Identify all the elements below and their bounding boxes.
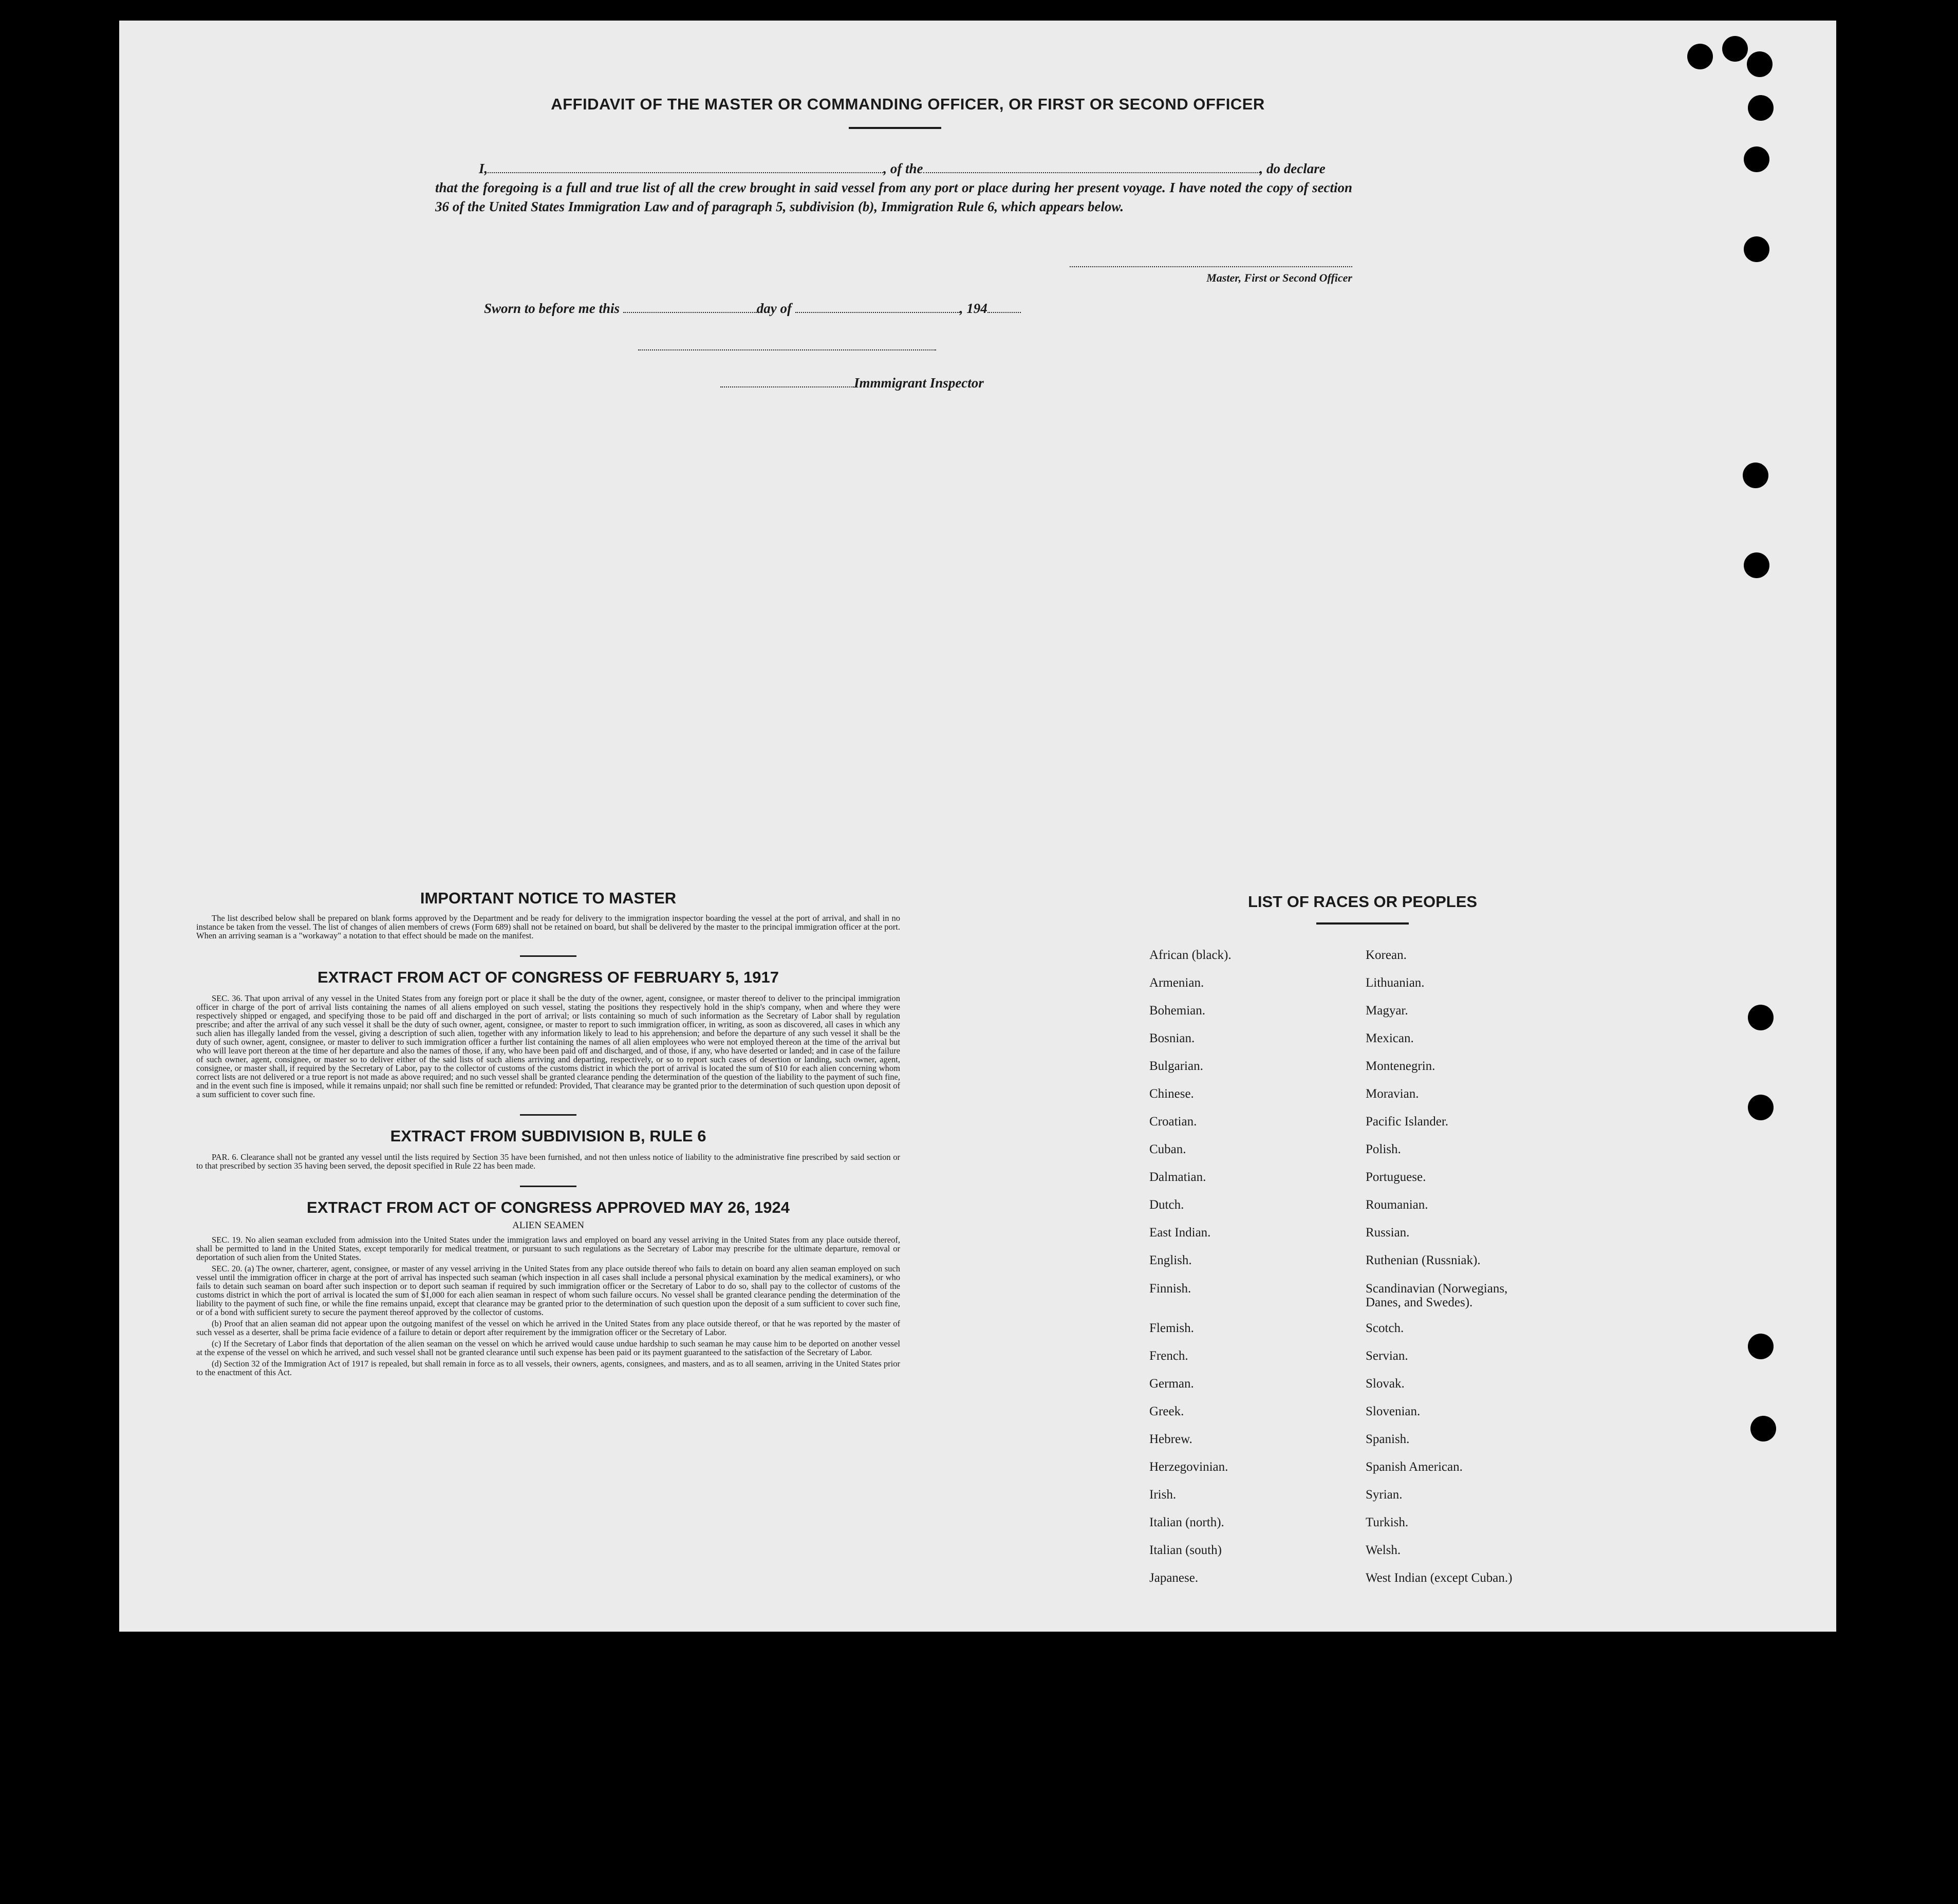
race-item: Armenian. [1149,976,1204,990]
race-item: Chinese. [1149,1087,1194,1101]
race-item: Bosnian. [1149,1031,1195,1045]
extract-1917-text: SEC. 36. That upon arrival of any vessel in the United States from any foreign port or place it shall be the duty of the owner, agent, consignee, or master thereof to deliver to the principal immigration officer in charge of the port of arrival lists containing the names of all aliens employed on such vessel, stating the positions they respectively hold in the ship's company, when and where they were respectively shipped or engaged, and specifying those to be paid off and discharged in the port of arrival; or lists containing so much of such information as the Secretary of Labor shall by regulation prescribe; and after the arrival of any such vessel it shall be the duty of such owner, agent, consignee, or master to report to such immigration officer, in writing, as soon as discovered, all cases in which any such alien has illegally landed from the vessel, giving a description of such alien, together with any information likely to lead to his apprehension; and before the departure of any such vessel it shall be the duty of such owner, agent, consignee, or master to deliver to such immigration officer a further list containing the names of all alien employees who were not employed thereon at the time of the arrival but who will leave port thereon at the time of her departure and also the names of those, if any, who have been paid off and discharged, and of those, if any, who have deserted or landed; and in case of the failure of such owner, agent, consignee, or master so to deliver either of the said lists of such aliens arriving and departing, respectively, or so to report such cases of desertion or landing, such owner, agent, consignee, or master shall, if required by the Secretary of Labor, pay to the collector of customs of the customs district in which the port of arrival is located the sum of $10 for each alien concerning whom correct lists are not delivered or a true report is not made as above required; and no such vessel shall be granted clearance pending the determination of the question of the liability to the payment of such fine, and in the event such fine is imposed, while it remains unpaid; nor shall such fine be remitted or refunded: Provided, That clearance may be granted prior to the determination of such question upon deposit of a sum sufficient to cover such fine. [196,993,900,1099]
name-field[interactable] [488,172,883,173]
race-item: Bulgarian. [1149,1059,1203,1073]
race-item: Croatian. [1149,1115,1197,1129]
race-item: Magyar. [1366,1004,1408,1018]
race-item: Ruthenian (Russniak). [1366,1253,1481,1267]
i-label: I, [479,161,488,176]
binder-hole [1722,36,1748,62]
binder-hole [1748,1095,1774,1120]
race-item: Hebrew. [1149,1432,1192,1446]
binder-hole [1687,44,1713,69]
month-field[interactable] [795,312,960,313]
race-item: Mexican. [1366,1031,1414,1045]
race-item: Portuguese. [1366,1170,1426,1184]
race-item: Montenegrin. [1366,1059,1435,1073]
signature-label: Master, First or Second Officer [1206,271,1352,284]
binder-hole [1750,1416,1776,1441]
race-item: Polish. [1366,1142,1401,1156]
race-item: Turkish. [1366,1515,1409,1529]
divider [849,127,941,129]
race-item: Servian. [1366,1349,1408,1363]
sworn-prefix: Sworn to before me this [484,301,620,316]
race-item: Dalmatian. [1149,1170,1206,1184]
extract-1924-paragraph: (d) Section 32 of the Immigration Act of 1917 is repealed, but shall remain in force as to all vessels, their owners, agents, consignees, and masters, and as to all seamen, arriving in the United States prior to the enactment of this Act. [196,1359,900,1377]
races-column-2 [1366,941,1581,1592]
notices-column [196,889,900,1377]
binder-hole [1748,95,1774,121]
extract-1924-paragraph: SEC. 19. No alien seaman excluded from admission into the United States under the immigration laws and employed on board any vessel arriving in the United States from any place outside thereof, shall be permitted to land in the United States, except temporarily for medical treatment, or pursuant to such regulations as the Secretary of Labor may prescribe for the ultimate departure, removal or deportation of such alien from the United States. [196,1235,900,1262]
race-item: Scotch. [1366,1321,1404,1335]
race-item: African (black). [1149,948,1232,962]
signature-field[interactable] [1070,266,1352,267]
divider [520,955,576,957]
race-item: East Indian. [1149,1226,1211,1240]
binder-hole [1748,1334,1774,1359]
race-item: Herzegovinian. [1149,1460,1228,1474]
race-item: Dutch. [1149,1198,1184,1212]
race-item: Syrian. [1366,1488,1403,1502]
declaration-first-line [435,159,1352,178]
race-item: Lithuanian. [1366,976,1425,990]
notice-title: IMPORTANT NOTICE TO MASTER [420,889,677,907]
race-item: English. [1149,1253,1192,1267]
affidavit-title: AFFIDAVIT OF THE MASTER OR COMMANDING OFFICER, OR FIRST OR SECOND OFFICER [551,95,1265,113]
race-item: Russian. [1366,1226,1410,1240]
race-item: Italian (south) [1149,1543,1222,1557]
race-item: West Indian (except Cuban.) [1366,1571,1513,1585]
extract-1917-title: EXTRACT FROM ACT OF CONGRESS OF FEBRUARY 5, 1917 [318,968,779,986]
binder-hole [1744,236,1769,262]
binder-hole [1747,51,1773,77]
race-item: Irish. [1149,1488,1177,1502]
year-label: , 194 [959,301,987,316]
day-field[interactable] [623,312,757,313]
inspector-name-field[interactable] [720,386,854,387]
year-field[interactable] [987,312,1021,313]
race-item: Korean. [1366,948,1407,962]
race-item: Cuban. [1149,1142,1186,1156]
inspector-signature-field[interactable] [638,349,936,350]
affidavit-declaration [435,159,1352,216]
extract-1924-paragraph: (b) Proof that an alien seaman did not appear upon the outgoing manifest of the vessel on which he arrived in the United States from any place outside thereof, or that he was reported by the master of such vessel as a deserter, shall be prima facie evidence of a failure to detain or deport after requirement by the immigration officer or the Secretary of Labor. [196,1319,900,1337]
race-item: Slovenian. [1366,1404,1421,1418]
race-item: Slovak. [1366,1377,1405,1391]
race-item: Flemish. [1149,1321,1194,1335]
extract-rule6-text: PAR. 6. Clearance shall not be granted any vessel until the lists required by Section 35 have been furnished, and not then unless notice of liability to the administrative fine prescribed by said section or to that prescribed by section 35 having been served, the deposit specified in Rule 22 has been made. [196,1152,900,1171]
race-item: Scandinavian (Norwegians, Danes, and Swedes). [1366,1282,1508,1309]
races-column-1 [1149,941,1345,1592]
race-item: Spanish American. [1366,1460,1463,1474]
notice-text: The list described below shall be prepared on blank forms approved by the Department and be ready for delivery to the immigration inspector boarding the vessel at the port of arrival, and shall in no instance be taken from the vessel. The list of changes of alien members of crews (Form 689) shall not be retained on board, but shall be delivered by the master to the principal immigration officer at the port. When an arriving seaman is a "workaway" a notation to that effect should be made on the manifest. [196,913,900,940]
race-item: Roumanian. [1366,1198,1428,1212]
race-item: Japanese. [1149,1571,1199,1585]
extract-rule6-title: EXTRACT FROM SUBDIVISION B, RULE 6 [390,1127,706,1145]
of-the-label: , of the [883,161,923,176]
race-item: German. [1149,1377,1194,1391]
day-of-label: day of [756,301,792,316]
race-item: Moravian. [1366,1087,1419,1101]
binder-hole [1744,552,1769,578]
race-item: Italian (north). [1149,1515,1224,1529]
race-item: Bohemian. [1149,1004,1206,1018]
inspector-label: Immmigrant Inspector [854,375,984,391]
divider [1316,922,1409,925]
race-item: French. [1149,1349,1188,1363]
race-item: Pacific Islander. [1366,1115,1449,1129]
inspector-line [720,375,984,391]
vessel-field[interactable] [923,172,1260,173]
extract-1924-paragraph: SEC. 20. (a) The owner, charterer, agent, consignee, or master of any vessel arriving in the United States from any place outside thereof who fails to detain on board any alien seaman employed on such vessel until the immigration officer in charge at the port of arrival has inspected such seaman (which inspection in all cases shall include a personal physical examination by the medical examiners), or who fails to detain such seaman on board after such inspection or to deport such seaman if required by such immigration officer or the Secretary of Labor to do so, shall pay to the collector of customs of the customs district in which the port of arrival is located the sum of $1,000 for each alien seaman in respect of whom such failure occurs. No vessel shall be granted clearance pending the determination of the liability to the payment of such fine, or while the fine remains unpaid, except that clearance may be granted prior to the determination of such question upon the deposit of a sum sufficient to cover such fine, or of a bond with sufficient surety to secure the payment thereof approved by the collector of customs. [196,1264,900,1317]
binder-hole [1748,1005,1774,1030]
form-page [119,21,1836,1632]
divider [520,1114,576,1116]
race-item: Finnish. [1149,1282,1191,1296]
declaration-text: that the foregoing is a full and true list of all the crew brought in said vessel from any port or place during her present voyage. I have noted the copy of section 36 of the United States Immigration Law and of paragraph 5, subdivision (b), Immigration Rule 6, which appears below. [435,180,1352,214]
race-item: Welsh. [1366,1543,1401,1557]
binder-hole [1744,146,1769,172]
race-item: Spanish. [1366,1432,1410,1446]
divider [520,1186,576,1187]
extract-1924-subtitle: ALIEN SEAMEN [512,1220,584,1231]
do-declare-label: , do declare [1259,161,1326,176]
race-item: Greek. [1149,1404,1184,1418]
sworn-line [484,301,1021,317]
extract-1924-paragraph: (c) If the Secretary of Labor finds that deportation of the alien seaman on the vessel on which he arrived would cause undue hardship to such seaman he may cause him to be deported on another vessel at the expense of the vessel on which he arrived, and such vessel shall not be granted clearance until such expense has been paid or its payment guaranteed to the satisfaction of the Secretary of Labor. [196,1339,900,1357]
extract-1924-title: EXTRACT FROM ACT OF CONGRESS APPROVED MAY 26, 1924 [307,1198,790,1216]
binder-hole [1743,463,1768,488]
races-title: LIST OF RACES OR PEOPLES [1247,893,1478,911]
